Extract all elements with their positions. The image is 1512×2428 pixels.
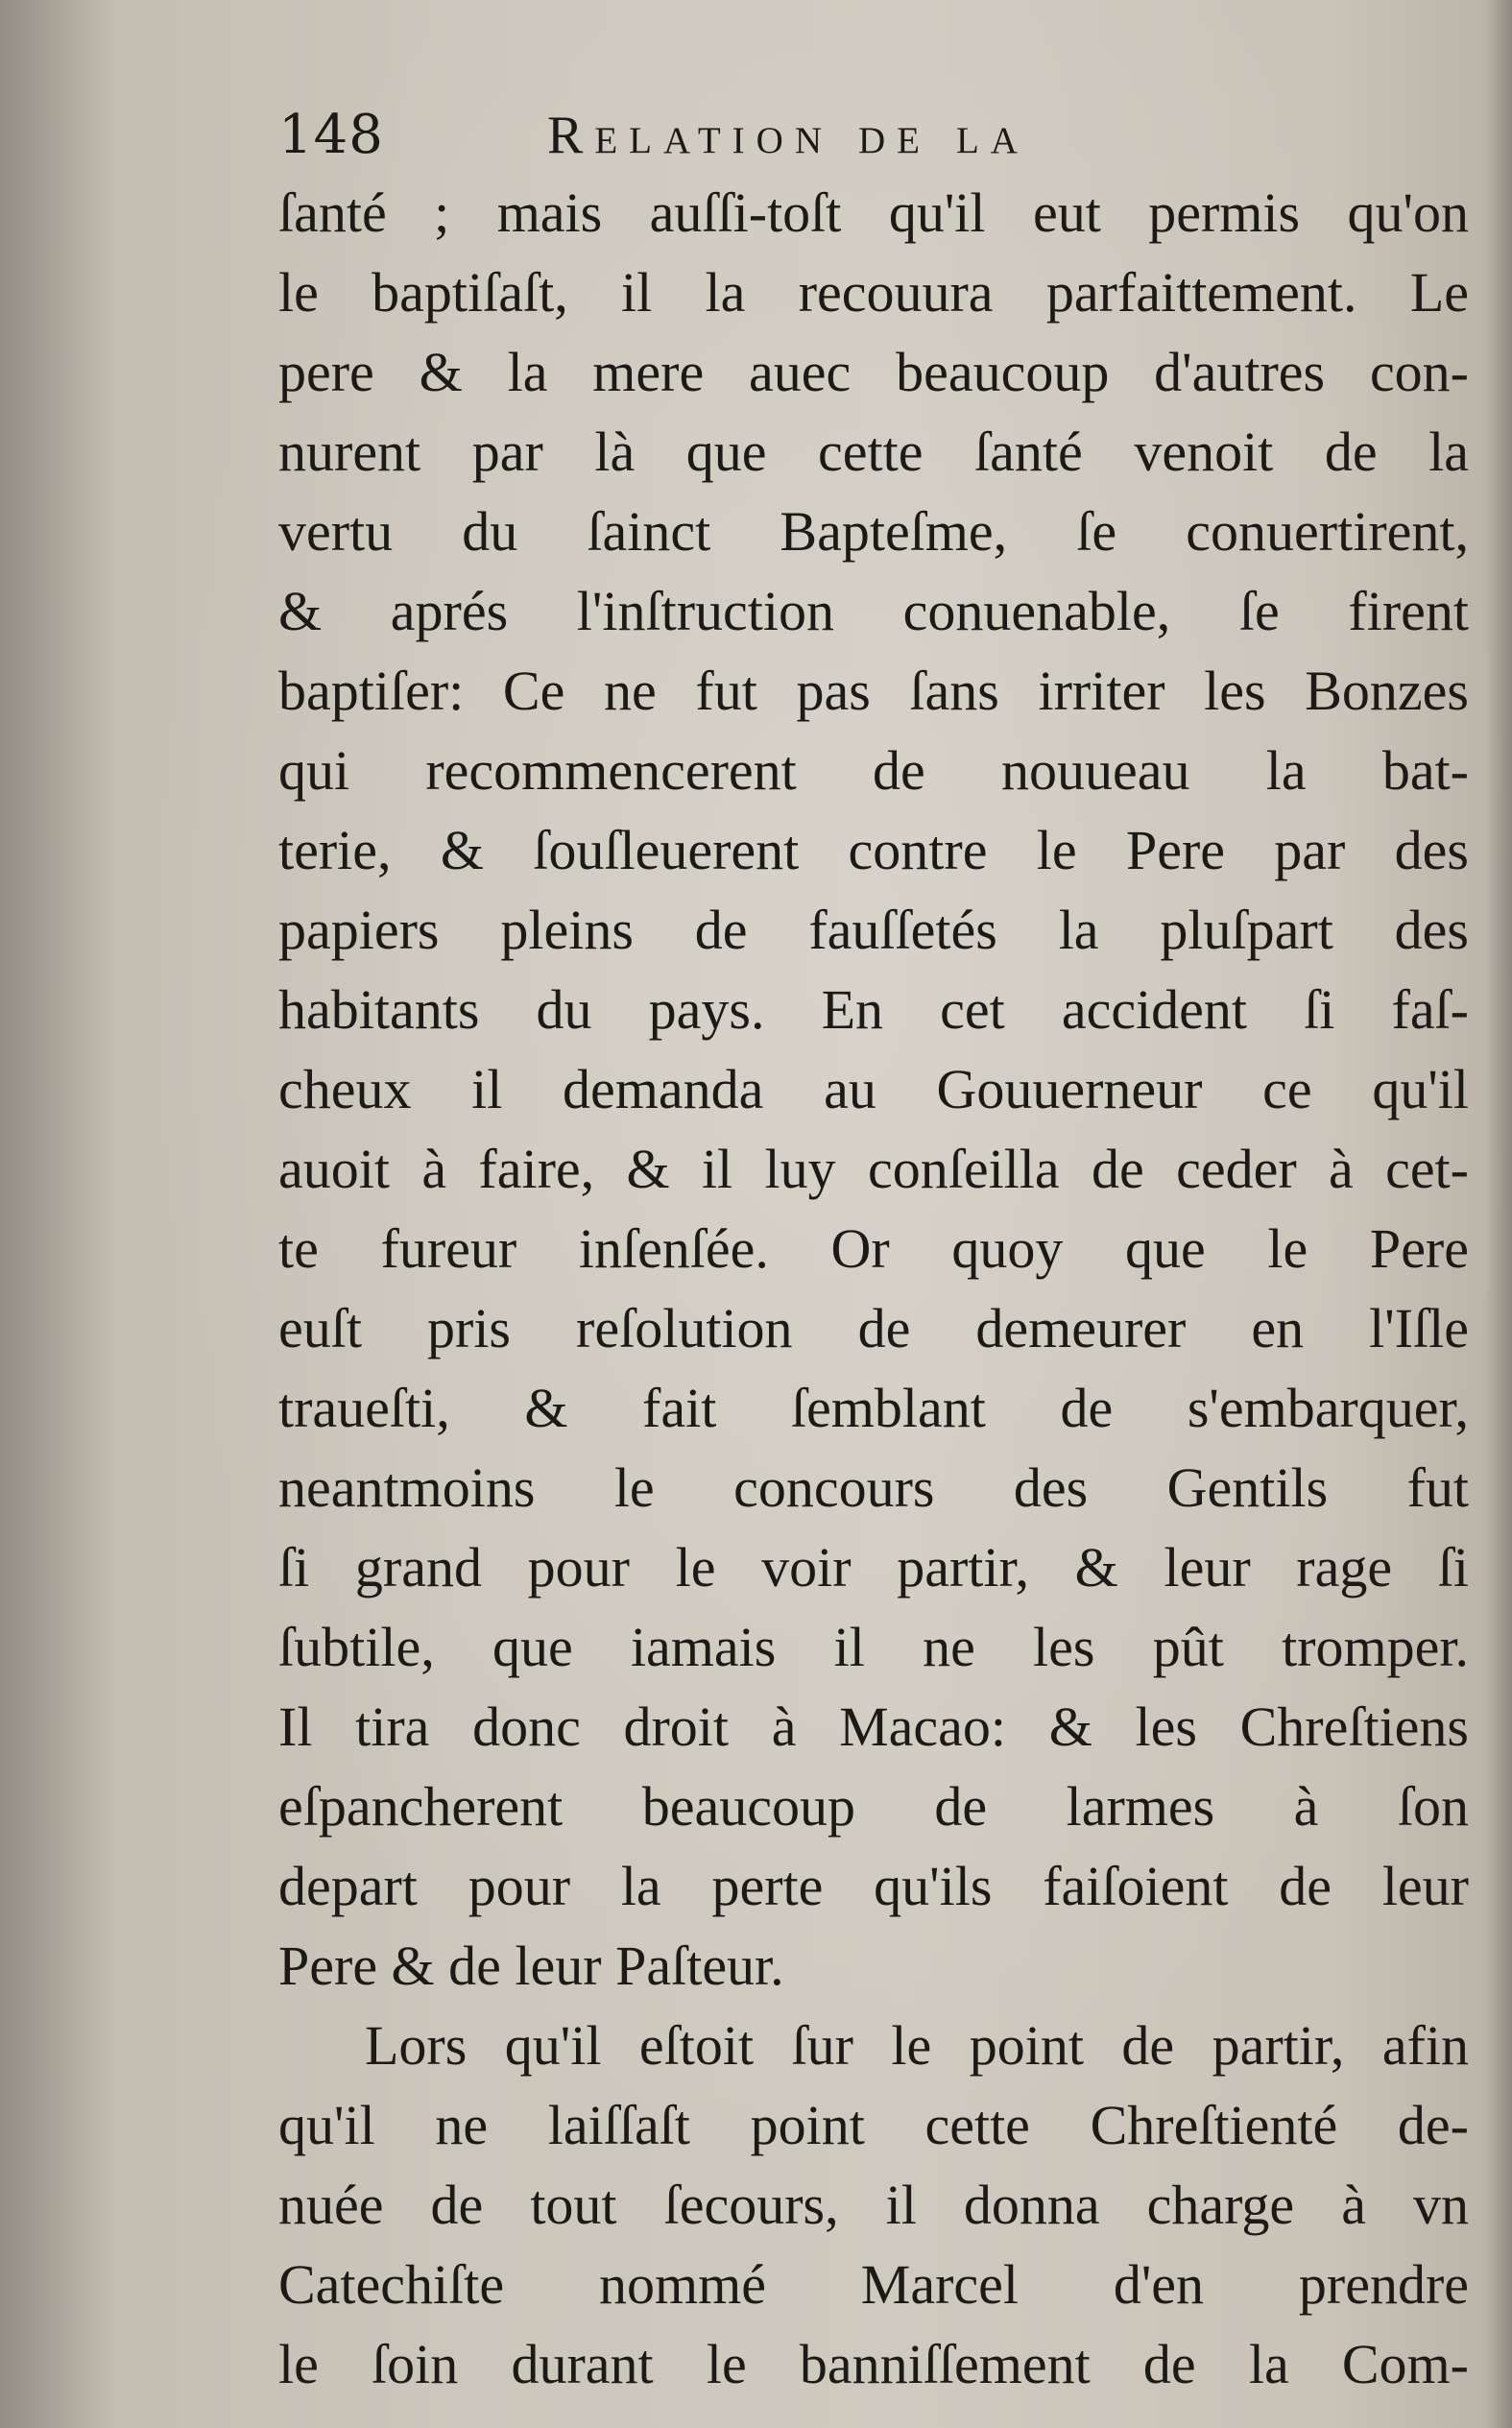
text-line: nuée de tout ſecours, il donna charge à vn <box>278 2174 1469 2236</box>
text-line: ſubtile, que iamais il ne les pût tromper. <box>278 1616 1469 1678</box>
text-line: habitants du pays. En cet accident ſi faſ- <box>278 978 1469 1041</box>
text-line: vertu du ſainct Bapteſme, ſe conuertirent, <box>278 500 1469 563</box>
text-line: Catechiſte nommé Marcel d'en prendre <box>278 2253 1469 2316</box>
text-line: neantmoins le concours des Gentils fut <box>278 1456 1469 1519</box>
running-head: Relation de la <box>547 106 1029 165</box>
text-line: traueſti, & fait ſemblant de s'embarquer, <box>278 1377 1469 1439</box>
text-line: qui recommencerent de nouueau la bat- <box>278 739 1469 802</box>
paragraph-start-line: Lors qu'il eſtoit ſur le point de partir, afin <box>365 2014 1469 2077</box>
text-line: depart pour la perte qu'ils faiſoient de leur <box>278 1855 1469 1917</box>
text-line: ſi grand pour le voir partir, & leur rage ſi <box>278 1536 1469 1599</box>
text-line: Il tira donc droit à Macao: & les Chreſtiens <box>278 1695 1469 1758</box>
text-line: euſt pris reſolution de demeurer en l'Iſle <box>278 1297 1469 1359</box>
text-line: auoit à faire, & il luy conſeilla de ceder à cet- <box>278 1138 1469 1200</box>
text-line: cheux il demanda au Gouuerneur ce qu'il <box>278 1058 1469 1120</box>
text-line: ſanté ; mais auſſi-toſt qu'il eut permis qu'on <box>278 181 1469 244</box>
page-gutter-shadow <box>0 0 115 2428</box>
text-line: baptiſer: Ce ne fut pas ſans irriter les Bonzes <box>278 660 1469 722</box>
text-line: te fureur inſenſée. Or quoy que le Pere <box>278 1217 1469 1280</box>
text-line: le ſoin durant le banniſſement de la Com- <box>278 2333 1469 2395</box>
page-header <box>278 98 1469 173</box>
page-edge-shadow <box>1485 0 1512 2428</box>
text-line: le baptiſaſt, il la recouura parfaittement. Le <box>278 261 1469 324</box>
text-line: papiers pleins de fauſſetés la pluſpart des <box>278 899 1469 961</box>
text-block <box>278 98 1469 2404</box>
page-number: 148 <box>278 104 384 166</box>
text-line: & aprés l'inſtruction conuenable, ſe firent <box>278 580 1469 642</box>
paragraph-end-line: Pere & de leur Paſteur. <box>278 1935 784 1997</box>
text-line: pere & la mere auec beaucoup d'autres con- <box>278 341 1469 403</box>
text-line: terie, & ſouſleuerent contre le Pere par des <box>278 819 1469 881</box>
text-line: nurent par là que cette ſanté venoit de la <box>278 421 1469 483</box>
text-line: eſpancherent beaucoup de larmes à ſon <box>278 1775 1469 1838</box>
text-line: qu'il ne laiſſaſt point cette Chreſtienté de- <box>278 2094 1469 2156</box>
